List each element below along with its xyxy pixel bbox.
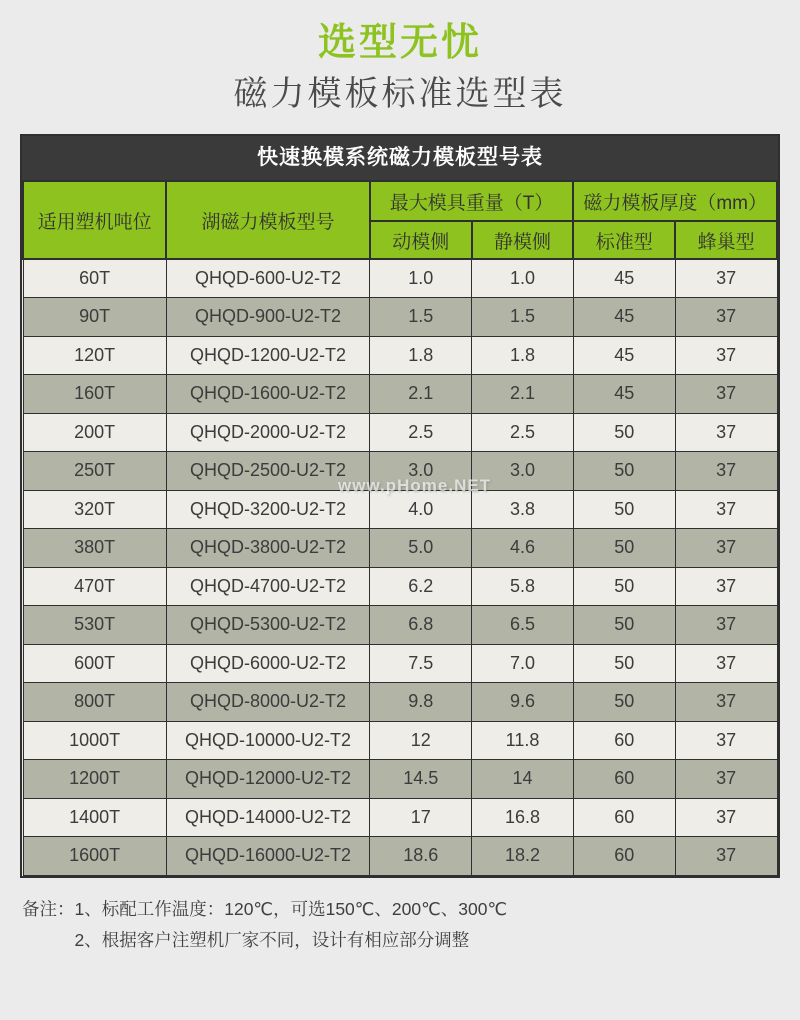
table-cell: 37 xyxy=(675,721,777,760)
table-cell: 45 xyxy=(573,298,675,337)
table-cell: 37 xyxy=(675,606,777,645)
table-row xyxy=(23,798,777,837)
table-cell: 160T xyxy=(23,375,166,414)
table-cell: 37 xyxy=(675,490,777,529)
table-cell: 50 xyxy=(573,452,675,491)
table-cell: 45 xyxy=(573,259,675,298)
table-cell: 250T xyxy=(23,452,166,491)
table-cell: 3.8 xyxy=(472,490,574,529)
table-cell: 17 xyxy=(370,798,472,837)
table-cell: QHQD-1200-U2-T2 xyxy=(166,336,370,375)
table-cell: QHQD-2000-U2-T2 xyxy=(166,413,370,452)
notes-label: 备注： xyxy=(22,898,75,919)
table-cell: 37 xyxy=(675,837,777,876)
table-cell: QHQD-8000-U2-T2 xyxy=(166,683,370,722)
table-cell: 50 xyxy=(573,529,675,568)
table-cell: 9.8 xyxy=(370,683,472,722)
table-cell: 5.8 xyxy=(472,567,574,606)
table-cell: 50 xyxy=(573,683,675,722)
table-row xyxy=(23,452,777,491)
col-header-moving-side: 动模侧 xyxy=(370,221,472,259)
table-cell: 1.8 xyxy=(370,336,472,375)
table-body xyxy=(23,259,777,875)
col-header-thickness-group: 磁力模板厚度（mm） xyxy=(573,181,777,221)
table-cell: 60 xyxy=(573,721,675,760)
table-row xyxy=(23,644,777,683)
table-cell: 1200T xyxy=(23,760,166,799)
table-cell: 37 xyxy=(675,760,777,799)
table-cell: QHQD-2500-U2-T2 xyxy=(166,452,370,491)
table-cell: 37 xyxy=(675,529,777,568)
table-cell: 2.5 xyxy=(472,413,574,452)
table-cell: 1.5 xyxy=(370,298,472,337)
note-item: 1、标配工作温度：120℃，可选150℃、200℃、300℃ xyxy=(74,898,508,919)
table-cell: QHQD-3200-U2-T2 xyxy=(166,490,370,529)
table-cell: 380T xyxy=(23,529,166,568)
table-cell: 45 xyxy=(573,375,675,414)
table-cell: 3.0 xyxy=(472,452,574,491)
table-cell: QHQD-600-U2-T2 xyxy=(166,259,370,298)
table-cell: 800T xyxy=(23,683,166,722)
table-cell: 2.5 xyxy=(370,413,472,452)
table-cell: 37 xyxy=(675,798,777,837)
table-row xyxy=(23,375,777,414)
table-cell: 37 xyxy=(675,336,777,375)
table-cell: 60 xyxy=(573,837,675,876)
table-row xyxy=(23,413,777,452)
table-cell: 60 xyxy=(573,760,675,799)
table-row xyxy=(23,336,777,375)
table-cell: 1.0 xyxy=(370,259,472,298)
notes xyxy=(22,894,800,956)
table-cell: QHQD-1600-U2-T2 xyxy=(166,375,370,414)
col-header-tonnage: 适用塑机吨位 xyxy=(23,181,166,259)
table-cell: 6.5 xyxy=(472,606,574,645)
table-cell: 37 xyxy=(675,298,777,337)
table-cell: 1.8 xyxy=(472,336,574,375)
table-cell: 16.8 xyxy=(472,798,574,837)
table-cell: 120T xyxy=(23,336,166,375)
table-row xyxy=(23,606,777,645)
table-cell: 6.8 xyxy=(370,606,472,645)
table-cell: 3.0 xyxy=(370,452,472,491)
table-cell: 1000T xyxy=(23,721,166,760)
table-cell: QHQD-3800-U2-T2 xyxy=(166,529,370,568)
spec-table xyxy=(22,180,778,876)
table-cell: 14.5 xyxy=(370,760,472,799)
table-cell: QHQD-5300-U2-T2 xyxy=(166,606,370,645)
col-header-standard-type: 标准型 xyxy=(573,221,675,259)
table-cell: 4.0 xyxy=(370,490,472,529)
table-cell: 7.5 xyxy=(370,644,472,683)
table-cell: 470T xyxy=(23,567,166,606)
col-header-honeycomb-type: 蜂巢型 xyxy=(675,221,777,259)
table-cell: 60 xyxy=(573,798,675,837)
page xyxy=(0,20,800,1020)
table-row xyxy=(23,529,777,568)
selection-table xyxy=(20,134,780,878)
notes-items xyxy=(75,894,508,956)
table-cell: 530T xyxy=(23,606,166,645)
note-item: 2、根据客户注塑机厂家不同，设计有相应部分调整 xyxy=(74,929,470,950)
table-cell: 50 xyxy=(573,606,675,645)
table-cell: QHQD-16000-U2-T2 xyxy=(166,837,370,876)
table-cell: 37 xyxy=(675,259,777,298)
table-cell: 1.0 xyxy=(472,259,574,298)
table-cell: 18.2 xyxy=(472,837,574,876)
table-cell: 1600T xyxy=(23,837,166,876)
col-header-static-side: 静模侧 xyxy=(472,221,574,259)
table-row xyxy=(23,837,777,876)
table-cell: 600T xyxy=(23,644,166,683)
table-cell: 1400T xyxy=(23,798,166,837)
col-header-model: 湖磁力模板型号 xyxy=(166,181,370,259)
table-row xyxy=(23,490,777,529)
table-cell: 37 xyxy=(675,644,777,683)
table-cell: QHQD-6000-U2-T2 xyxy=(166,644,370,683)
page-title: 选型无忧 xyxy=(317,22,482,64)
table-cell: 50 xyxy=(573,567,675,606)
table-cell: 2.1 xyxy=(370,375,472,414)
table-cell: QHQD-900-U2-T2 xyxy=(166,298,370,337)
table-row xyxy=(23,721,777,760)
table-cell: 37 xyxy=(675,683,777,722)
table-cell: 6.2 xyxy=(370,567,472,606)
table-cell: 60T xyxy=(23,259,166,298)
table-cell: 11.8 xyxy=(472,721,574,760)
table-cell: 37 xyxy=(675,413,777,452)
table-cell: 7.0 xyxy=(472,644,574,683)
table-cell: 37 xyxy=(675,375,777,414)
table-cell: 4.6 xyxy=(472,529,574,568)
table-cell: 2.1 xyxy=(472,375,574,414)
table-cell: 320T xyxy=(23,490,166,529)
table-cell: 12 xyxy=(370,721,472,760)
table-cell: QHQD-4700-U2-T2 xyxy=(166,567,370,606)
table-row xyxy=(23,760,777,799)
table-cell: 90T xyxy=(23,298,166,337)
table-cell: 200T xyxy=(23,413,166,452)
col-header-weight-group: 最大模具重量（T） xyxy=(370,181,574,221)
table-cell: QHQD-12000-U2-T2 xyxy=(166,760,370,799)
table-cell: QHQD-10000-U2-T2 xyxy=(166,721,370,760)
table-cell: QHQD-14000-U2-T2 xyxy=(166,798,370,837)
page-subtitle: 磁力模板标准选型表 xyxy=(233,75,567,113)
table-title: 快速换模系统磁力模板型号表 xyxy=(22,136,778,180)
watermark: www.pHome.NET xyxy=(338,476,492,495)
table-row xyxy=(23,298,777,337)
table-header xyxy=(23,181,777,259)
table-cell: 45 xyxy=(573,336,675,375)
table-cell: 18.6 xyxy=(370,837,472,876)
table-cell: 50 xyxy=(573,490,675,529)
table-row xyxy=(23,567,777,606)
table-cell: 5.0 xyxy=(370,529,472,568)
table-row xyxy=(23,683,777,722)
table-cell: 1.5 xyxy=(472,298,574,337)
table-cell: 37 xyxy=(675,452,777,491)
table-row xyxy=(23,259,777,298)
table-cell: 9.6 xyxy=(472,683,574,722)
table-cell: 50 xyxy=(573,644,675,683)
table-cell: 37 xyxy=(675,567,777,606)
table-cell: 14 xyxy=(472,760,574,799)
table-cell: 50 xyxy=(573,413,675,452)
